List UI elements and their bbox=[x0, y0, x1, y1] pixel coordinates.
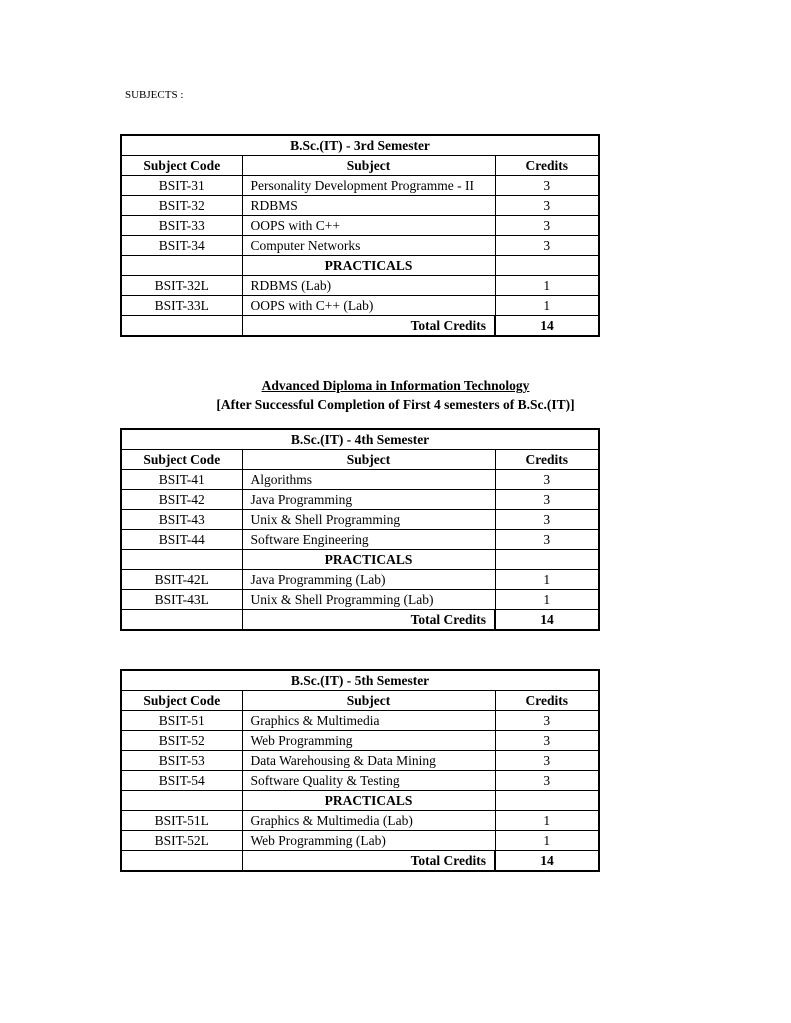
subject-name: Web Programming bbox=[242, 731, 495, 751]
table-row bbox=[121, 570, 599, 590]
total-credits-label: Total Credits bbox=[242, 851, 495, 872]
subject-code: BSIT-51 bbox=[121, 711, 242, 731]
column-header-subject: Subject bbox=[242, 156, 495, 176]
column-header-code: Subject Code bbox=[121, 691, 242, 711]
table-row bbox=[121, 216, 599, 236]
table-row bbox=[121, 831, 599, 851]
subject-code: BSIT-43L bbox=[121, 590, 242, 610]
empty-cell bbox=[495, 550, 599, 570]
diploma-condition: [After Successful Completion of First 4 semesters of B.Sc.(IT)] bbox=[216, 397, 575, 412]
subject-credits: 3 bbox=[495, 176, 599, 196]
subject-name: Data Warehousing & Data Mining bbox=[242, 751, 495, 771]
subject-code: BSIT-52 bbox=[121, 731, 242, 751]
table-row bbox=[121, 751, 599, 771]
table-row bbox=[121, 771, 599, 791]
subject-credits: 3 bbox=[495, 196, 599, 216]
subject-name: Java Programming (Lab) bbox=[242, 570, 495, 590]
empty-cell bbox=[121, 851, 242, 872]
subject-name: OOPS with C++ (Lab) bbox=[242, 296, 495, 316]
table-row bbox=[121, 196, 599, 216]
subject-name: Java Programming bbox=[242, 490, 495, 510]
empty-cell bbox=[121, 610, 242, 631]
subject-name: RDBMS (Lab) bbox=[242, 276, 495, 296]
table-row bbox=[121, 590, 599, 610]
column-header-subject: Subject bbox=[242, 450, 495, 470]
subject-code: BSIT-42 bbox=[121, 490, 242, 510]
column-header-credits: Credits bbox=[495, 156, 599, 176]
column-header-credits: Credits bbox=[495, 450, 599, 470]
semester-title: B.Sc.(IT) - 3rd Semester bbox=[121, 135, 599, 156]
subject-code: BSIT-34 bbox=[121, 236, 242, 256]
subject-name: OOPS with C++ bbox=[242, 216, 495, 236]
subject-name: Software Engineering bbox=[242, 530, 495, 550]
subject-code: BSIT-41 bbox=[121, 470, 242, 490]
table-row bbox=[121, 470, 599, 490]
semester-table-5th bbox=[120, 669, 600, 872]
empty-cell bbox=[121, 791, 242, 811]
subject-credits: 3 bbox=[495, 490, 599, 510]
semester-title: B.Sc.(IT) - 5th Semester bbox=[121, 670, 599, 691]
subject-name: Unix & Shell Programming (Lab) bbox=[242, 590, 495, 610]
subject-credits: 1 bbox=[495, 590, 599, 610]
total-credits-value: 14 bbox=[495, 316, 599, 337]
subject-credits: 1 bbox=[495, 811, 599, 831]
subject-code: BSIT-32L bbox=[121, 276, 242, 296]
total-credits-label: Total Credits bbox=[242, 316, 495, 337]
empty-cell bbox=[495, 256, 599, 276]
table-row bbox=[121, 811, 599, 831]
empty-cell bbox=[121, 550, 242, 570]
table-row bbox=[121, 236, 599, 256]
subject-credits: 3 bbox=[495, 236, 599, 256]
practicals-label: PRACTICALS bbox=[242, 791, 495, 811]
practicals-label: PRACTICALS bbox=[242, 550, 495, 570]
subject-credits: 3 bbox=[495, 530, 599, 550]
subject-credits: 3 bbox=[495, 470, 599, 490]
subject-credits: 3 bbox=[495, 711, 599, 731]
subject-name: Graphics & Multimedia bbox=[242, 711, 495, 731]
subject-name: Unix & Shell Programming bbox=[242, 510, 495, 530]
subject-credits: 1 bbox=[495, 831, 599, 851]
subject-code: BSIT-43 bbox=[121, 510, 242, 530]
subject-credits: 3 bbox=[495, 751, 599, 771]
subject-credits: 3 bbox=[495, 771, 599, 791]
subject-code: BSIT-51L bbox=[121, 811, 242, 831]
subject-name: Algorithms bbox=[242, 470, 495, 490]
subject-credits: 1 bbox=[495, 570, 599, 590]
table-row bbox=[121, 490, 599, 510]
semester-table-4th bbox=[120, 428, 600, 631]
empty-cell bbox=[121, 316, 242, 337]
subject-code: BSIT-54 bbox=[121, 771, 242, 791]
table-row bbox=[121, 731, 599, 751]
subject-code: BSIT-32 bbox=[121, 196, 242, 216]
subject-credits: 3 bbox=[495, 731, 599, 751]
subject-code: BSIT-52L bbox=[121, 831, 242, 851]
page-heading: SUBJECTS : bbox=[125, 89, 184, 101]
subject-name: Computer Networks bbox=[242, 236, 495, 256]
subject-name: RDBMS bbox=[242, 196, 495, 216]
diploma-notice bbox=[0, 376, 791, 414]
empty-cell bbox=[121, 256, 242, 276]
total-credits-value: 14 bbox=[495, 610, 599, 631]
subject-credits: 1 bbox=[495, 276, 599, 296]
subject-code: BSIT-33 bbox=[121, 216, 242, 236]
table-row bbox=[121, 711, 599, 731]
subject-code: BSIT-44 bbox=[121, 530, 242, 550]
column-header-code: Subject Code bbox=[121, 156, 242, 176]
subject-name: Web Programming (Lab) bbox=[242, 831, 495, 851]
empty-cell bbox=[495, 791, 599, 811]
total-credits-value: 14 bbox=[495, 851, 599, 872]
total-credits-label: Total Credits bbox=[242, 610, 495, 631]
subject-name: Software Quality & Testing bbox=[242, 771, 495, 791]
semester-title: B.Sc.(IT) - 4th Semester bbox=[121, 429, 599, 450]
subject-code: BSIT-42L bbox=[121, 570, 242, 590]
table-row bbox=[121, 530, 599, 550]
subject-name: Personality Development Programme - II bbox=[242, 176, 495, 196]
subject-name: Graphics & Multimedia (Lab) bbox=[242, 811, 495, 831]
column-header-subject: Subject bbox=[242, 691, 495, 711]
subject-code: BSIT-53 bbox=[121, 751, 242, 771]
subject-credits: 1 bbox=[495, 296, 599, 316]
table-row bbox=[121, 176, 599, 196]
diploma-title: Advanced Diploma in Information Technology bbox=[261, 378, 530, 393]
subject-code: BSIT-31 bbox=[121, 176, 242, 196]
subject-code: BSIT-33L bbox=[121, 296, 242, 316]
table-row bbox=[121, 296, 599, 316]
subject-credits: 3 bbox=[495, 510, 599, 530]
table-row bbox=[121, 510, 599, 530]
column-header-code: Subject Code bbox=[121, 450, 242, 470]
subject-credits: 3 bbox=[495, 216, 599, 236]
table-row bbox=[121, 276, 599, 296]
column-header-credits: Credits bbox=[495, 691, 599, 711]
practicals-label: PRACTICALS bbox=[242, 256, 495, 276]
semester-table-3rd bbox=[120, 134, 600, 337]
